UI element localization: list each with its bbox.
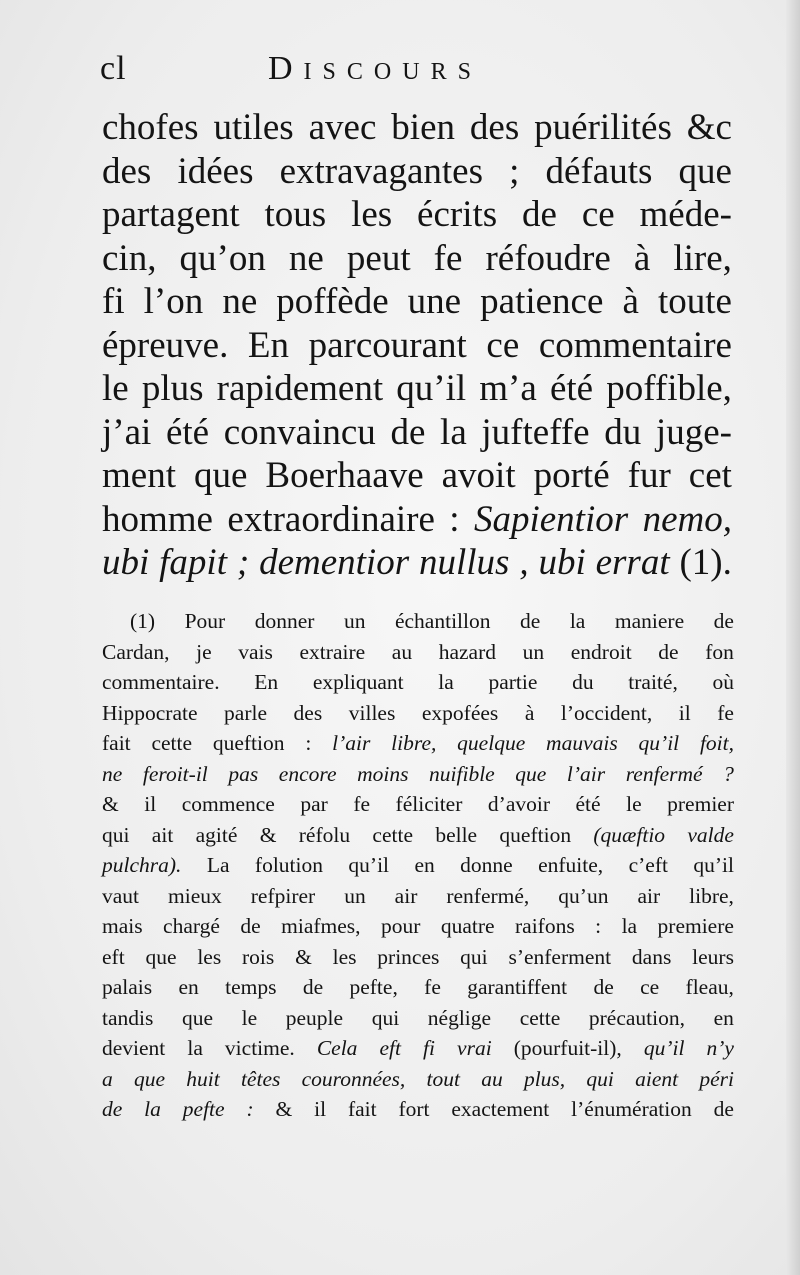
word: patience: [480, 281, 604, 322]
word: de: [240, 914, 261, 938]
word: l’air: [566, 761, 606, 786]
word: la: [569, 609, 586, 633]
word: un: [343, 609, 366, 633]
text-line: [102, 150, 732, 194]
word: nullus: [418, 542, 510, 583]
word: j’ai: [102, 411, 152, 453]
word: été: [549, 368, 594, 409]
word: encore: [278, 761, 337, 786]
word: méde-: [639, 194, 732, 235]
word: renfermé,: [446, 883, 530, 908]
word: s’enferment: [508, 944, 612, 969]
word: fapit: [159, 542, 227, 583]
word: bien: [391, 107, 455, 148]
word: précaution,: [588, 1005, 685, 1030]
word: exactement: [451, 1097, 550, 1121]
word: leurs: [692, 944, 734, 969]
word: fe: [353, 792, 371, 816]
word: fon: [705, 639, 734, 664]
word: réfoudre: [485, 237, 611, 279]
word: fi: [102, 281, 125, 322]
word: de: [593, 975, 614, 999]
word: convaincu: [223, 411, 376, 453]
word: idées: [177, 150, 254, 192]
word: ?: [723, 761, 734, 786]
word: je: [196, 639, 212, 664]
word: &: [275, 1097, 293, 1121]
word: mauvais: [546, 731, 618, 755]
word: En: [247, 324, 290, 366]
text-line: [102, 454, 732, 498]
word: libre,: [689, 883, 734, 908]
word: mieux: [168, 883, 222, 908]
word: raifons: [515, 914, 575, 938]
footnote-line: [102, 606, 734, 637]
footnote-line: [102, 637, 734, 668]
word: de: [713, 1097, 734, 1121]
word: plus,: [523, 1066, 566, 1091]
word: &c: [686, 107, 732, 148]
word: à: [633, 237, 651, 279]
word: des: [293, 700, 323, 725]
word: des: [469, 107, 520, 148]
word: lire,: [673, 237, 732, 279]
word: ubi: [102, 542, 150, 583]
word: vrai: [457, 1036, 492, 1060]
word: ;: [509, 150, 520, 192]
word: ait: [151, 822, 174, 847]
word: cet: [688, 455, 732, 496]
word: dementior: [259, 542, 410, 583]
word: par: [300, 792, 328, 816]
word: mais: [102, 914, 143, 938]
word: le: [241, 1005, 258, 1030]
word: fe: [424, 975, 441, 999]
word: air: [394, 883, 418, 908]
footnote-line: [102, 972, 734, 1003]
word: qu’un: [558, 883, 609, 908]
word: le: [102, 368, 129, 409]
word: (1): [130, 609, 156, 633]
word: jufteffe: [481, 411, 590, 453]
word: de: [102, 1097, 123, 1121]
word: palais: [102, 975, 153, 999]
footnote-line: [102, 911, 734, 942]
word: cette: [372, 822, 413, 847]
word: de: [658, 639, 679, 664]
word: utiles: [213, 107, 294, 148]
word: qu’il: [396, 368, 467, 409]
word: peut: [346, 237, 411, 279]
word: écrits: [417, 194, 498, 235]
word: queftion: [212, 731, 285, 755]
word: commentaire.: [102, 670, 220, 694]
word: rapidement: [216, 368, 384, 409]
word: poffible,: [606, 368, 732, 409]
word: tous: [264, 194, 327, 235]
word: il: [678, 700, 691, 725]
word: expofées: [421, 700, 499, 725]
word: un: [344, 883, 366, 908]
word: Pour: [184, 609, 226, 633]
word: belle: [435, 822, 478, 847]
word: pefte: [182, 1097, 225, 1121]
word: où: [712, 670, 734, 694]
word: été: [165, 411, 210, 453]
word: tandis: [102, 1005, 154, 1030]
word: vaut: [102, 883, 140, 908]
word: l’air: [332, 731, 371, 755]
word: eft: [102, 944, 125, 969]
word: Cela: [316, 1036, 358, 1060]
word: aient: [635, 1066, 679, 1091]
word: l’occident,: [560, 700, 653, 725]
word: qu’on: [179, 237, 266, 279]
word: En: [254, 670, 279, 694]
word: toute: [657, 281, 732, 322]
word: Boerhaave: [265, 455, 424, 496]
word: épreuve.: [102, 324, 229, 366]
word: feroit-il: [142, 761, 208, 786]
text-line: [102, 498, 732, 542]
word: libre,: [391, 731, 437, 755]
word: qui: [102, 822, 130, 847]
word: devient: [102, 1036, 166, 1060]
word: cette: [151, 731, 193, 755]
word: féliciter: [395, 792, 463, 816]
word: qui: [586, 1066, 614, 1091]
word: traité,: [628, 670, 678, 694]
main-text-block: [102, 106, 732, 585]
word: que: [193, 455, 248, 496]
word: garantiffent: [467, 975, 568, 999]
word: air: [637, 883, 661, 908]
word: fe: [717, 700, 734, 725]
text-line: [102, 541, 732, 585]
word: que: [678, 150, 732, 192]
page-number: cl: [100, 50, 127, 87]
word: têtes: [240, 1066, 281, 1091]
word: partie: [488, 670, 538, 694]
word: &: [102, 792, 119, 816]
word: du: [604, 411, 642, 453]
word: que: [145, 944, 177, 969]
word: endroit: [570, 639, 632, 664]
text-line: [102, 106, 732, 150]
word: que: [133, 1066, 166, 1091]
word: couronnées,: [301, 1066, 406, 1091]
word: &: [259, 822, 277, 847]
word: avoit: [441, 455, 516, 496]
page-header: [100, 50, 620, 96]
word: juge-: [655, 411, 732, 453]
word: Sapientior: [473, 498, 629, 540]
word: été: [575, 792, 601, 816]
footnote-line: [102, 1003, 734, 1034]
word: fort: [398, 1097, 430, 1121]
word: parcourant: [308, 324, 467, 366]
word: c’eft: [628, 853, 668, 877]
word: Hippocrate: [102, 700, 198, 725]
word: (quæftio: [593, 822, 666, 847]
word: nuifible: [429, 761, 495, 786]
word: ce: [486, 324, 520, 366]
word: fait: [347, 1097, 377, 1121]
running-title: Discours: [268, 50, 482, 87]
footnote-line: [102, 881, 734, 912]
footnote-line: [102, 850, 734, 881]
word: moins: [357, 761, 409, 786]
word: de: [390, 411, 426, 453]
word: défauts: [545, 150, 653, 192]
word: de: [520, 609, 541, 633]
word: de: [713, 609, 734, 633]
word: temps: [225, 975, 277, 999]
word: ne: [222, 281, 258, 322]
word: les: [197, 944, 222, 969]
word: ;: [236, 542, 250, 583]
word: poffède: [276, 281, 389, 322]
word: :: [595, 914, 602, 938]
word: queftion: [499, 822, 572, 847]
word: pas: [228, 761, 259, 786]
footnote-line: [102, 728, 734, 759]
word: premier: [667, 792, 734, 816]
word: que: [515, 761, 547, 786]
word: une: [407, 281, 462, 322]
word: extraordinaire: [227, 498, 435, 540]
word: vais: [238, 639, 273, 664]
word: agité: [195, 822, 238, 847]
word: du: [572, 670, 594, 694]
word: un: [522, 639, 545, 664]
word: parle: [224, 700, 268, 725]
word: cin,: [102, 237, 157, 279]
word: ce: [640, 975, 660, 999]
word: le: [626, 792, 642, 816]
footnote-line: [102, 1094, 734, 1125]
word: d’avoir: [487, 792, 550, 816]
word: il: [144, 792, 157, 816]
footnote-line: [102, 820, 734, 851]
word: victime.: [224, 1036, 295, 1060]
word: l’énumération: [571, 1097, 692, 1121]
word: commence: [181, 792, 275, 816]
word: péri: [699, 1066, 734, 1091]
word: villes: [348, 700, 396, 725]
word: qui: [371, 1005, 400, 1030]
word: néglige: [427, 1005, 492, 1030]
word: en: [713, 1005, 734, 1030]
word: princes: [377, 944, 440, 969]
word: miafmes,: [281, 914, 361, 938]
word: foit,: [699, 731, 734, 755]
word: ment: [102, 455, 176, 496]
word: qui: [460, 944, 488, 969]
word: fait: [102, 731, 131, 755]
word: les: [332, 944, 357, 969]
word: maniere: [614, 609, 685, 633]
word: renfermé: [625, 761, 703, 786]
word: extravagantes: [279, 150, 484, 192]
word: chofes: [102, 107, 199, 148]
word: la: [621, 914, 638, 938]
word: valde: [687, 822, 734, 847]
word: qu’il: [693, 853, 734, 877]
page-edge-shadow: [786, 0, 800, 1275]
footnote-line: [102, 1064, 734, 1095]
word: extraire: [299, 639, 366, 664]
word: ne: [288, 237, 324, 279]
word: qu’il: [348, 853, 390, 877]
word: dans: [631, 944, 672, 969]
word: des: [102, 150, 152, 192]
word: cette: [519, 1005, 561, 1030]
word: ne: [102, 761, 123, 786]
word: réfolu: [298, 822, 351, 847]
footnote-line: [102, 667, 734, 698]
word: expliquant: [312, 670, 404, 694]
word: folution: [254, 853, 324, 877]
text-line: [102, 280, 732, 324]
word: échantillon: [394, 609, 491, 633]
word: à: [622, 281, 639, 322]
word: la: [144, 1097, 161, 1121]
word: la: [438, 670, 454, 694]
word: :: [449, 498, 460, 540]
word: peuple: [285, 1005, 344, 1030]
word: hazard: [438, 639, 497, 664]
word: homme: [102, 498, 213, 540]
word: qu’il: [643, 1036, 685, 1060]
word: au: [481, 1066, 503, 1091]
word: n’y: [706, 1036, 734, 1060]
footnote-line: [102, 789, 734, 820]
word: en: [414, 853, 435, 877]
word: l’on: [143, 281, 204, 322]
word: de: [522, 194, 557, 235]
word: fleau,: [685, 975, 734, 999]
word: :: [305, 731, 312, 755]
word: rois: [242, 944, 275, 969]
word: avec: [308, 107, 377, 148]
word: errat: [595, 542, 670, 583]
text-line: [102, 193, 732, 237]
footnote-line: [102, 1033, 734, 1064]
word: m’a: [479, 368, 537, 409]
text-line: [102, 367, 732, 411]
word: puérilités: [534, 107, 672, 148]
footnote-block: [102, 606, 734, 1125]
word: partagent: [102, 194, 240, 235]
text-line: [102, 411, 732, 455]
word: premiere: [657, 914, 734, 938]
word: nemo,: [642, 498, 732, 540]
text-line: [102, 237, 732, 281]
footnote-line: [102, 759, 734, 790]
word: pulchra).: [102, 853, 182, 877]
word: de: [302, 975, 324, 999]
word: donne: [460, 853, 513, 877]
word: que: [181, 1005, 214, 1030]
word: (1).: [679, 542, 732, 583]
word: porté: [533, 455, 610, 496]
word: en: [178, 975, 199, 999]
word: chargé: [163, 914, 220, 938]
word: a: [102, 1066, 113, 1091]
word: tout: [426, 1066, 460, 1091]
word: fur: [627, 455, 671, 496]
word: :: [246, 1097, 254, 1121]
word: quatre: [440, 914, 495, 938]
footnote-line: [102, 698, 734, 729]
word: refpirer: [250, 883, 316, 908]
word: il: [314, 1097, 327, 1121]
word: Cardan,: [102, 639, 170, 664]
word: ,: [519, 542, 529, 583]
word: fi: [423, 1036, 435, 1060]
word: &: [295, 944, 312, 969]
word: pefte,: [349, 975, 398, 999]
word: au: [391, 639, 413, 664]
word: (pourfuit-il),: [513, 1036, 622, 1060]
word: plus: [141, 368, 204, 409]
word: donner: [254, 609, 315, 633]
word: qu’il: [638, 731, 680, 755]
word: eft: [379, 1036, 401, 1060]
word: pour: [380, 914, 421, 938]
word: fe: [433, 237, 463, 279]
word: huit: [186, 1066, 220, 1091]
word: commentaire: [538, 324, 732, 366]
word: ce: [581, 194, 615, 235]
word: à: [524, 700, 535, 725]
word: enfuite,: [538, 853, 604, 877]
word: quelque: [457, 731, 526, 755]
footnote-line: [102, 942, 734, 973]
word: la: [187, 1036, 203, 1060]
word: La: [206, 853, 230, 877]
word: ubi: [538, 542, 586, 583]
word: les: [351, 194, 393, 235]
word: la: [440, 411, 467, 453]
text-line: [102, 324, 732, 368]
